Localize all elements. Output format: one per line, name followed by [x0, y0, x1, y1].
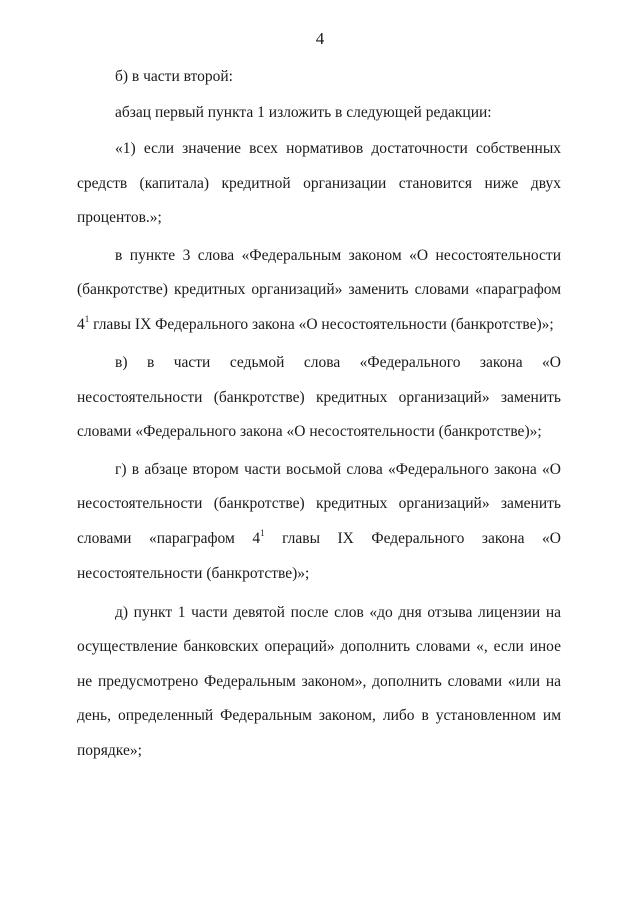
paragraph-new-wording: [77, 132, 561, 236]
paragraph-text-after: главы IX Федерального закона «О несостоятельности (банкротстве)»;: [89, 315, 554, 333]
paragraph-v: [77, 346, 561, 450]
paragraph-g: [77, 453, 561, 592]
paragraph-text: д) пункт 1 части девятой после слов «до дня отзыва лицензии на осуществление банковских операций» дополнить словами «, если иное не предусмотрено Федеральным законом», дополнить словами «или на день, определенный Федеральным законом, либо в установленном им порядке»;: [77, 603, 561, 759]
paragraph-text-before: г) в абзаце втором части восьмой слова «Федерального закона «О несостоятельности (банкротстве) кредитных организаций» заменить словами «параграфом 4: [77, 460, 561, 547]
paragraph-b: [77, 60, 561, 95]
superscript: 1: [260, 527, 265, 538]
superscript: 1: [84, 313, 90, 324]
page-number: 4: [315, 29, 325, 48]
paragraph-first-abzac: [77, 96, 561, 131]
paragraph-text: «1) если значение всех нормативов достаточности собственных средств (капитала) кредитной организации становится ниже двух процентов.»;: [77, 140, 561, 226]
document-body: [77, 60, 561, 768]
paragraph-point-3: [77, 239, 561, 344]
paragraph-text: в) в части седьмой слова «Федерального закона «О несостоятельности (банкротстве) кредитных организаций» заменить словами «Федерального закона «О несостоятельности (банкротстве)»;: [77, 354, 561, 440]
paragraph-text: абзац первый пункта 1 изложить в следующей редакции:: [115, 103, 492, 121]
paragraph-text: б) в части второй:: [115, 68, 233, 85]
paragraph-text-before: в пункте 3 слова «Федеральным законом «О несостоятельности (банкротстве) кредитных организаций» заменить словами «параграфом 4: [77, 246, 561, 333]
paragraph-d: [77, 596, 561, 769]
paragraph-text-after: главы IX Федерального закона «О несостоятельности (банкротстве)»;: [77, 529, 561, 582]
